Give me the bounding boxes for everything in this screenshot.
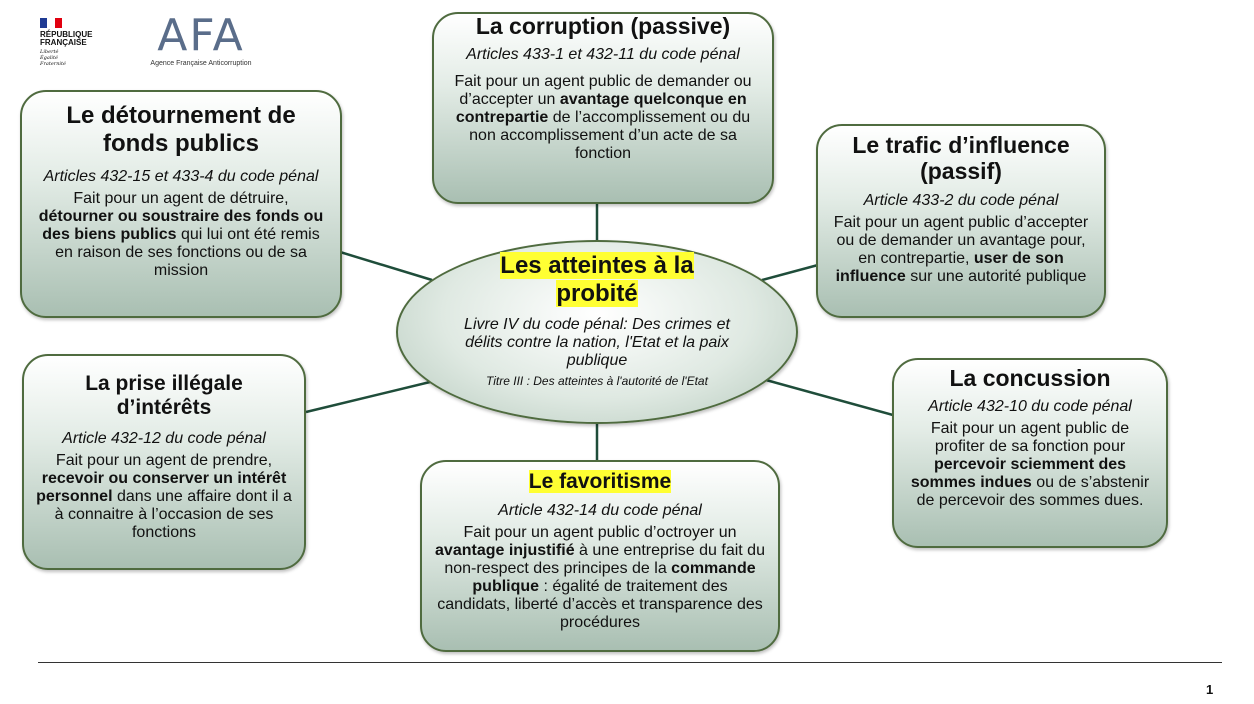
page-number: 1: [1206, 682, 1214, 697]
node-title: Le trafic d’influence (passif): [852, 132, 1070, 184]
node-corruption: [432, 12, 774, 204]
rf-name-line2: FRANÇAISE: [40, 38, 87, 47]
connector-concussion: [766, 380, 893, 415]
center-subtitle: Livre IV du code pénal: Des crimes et délits contre la nation, l'Etat et la paix publique: [464, 316, 730, 369]
rf-motto-1: Liberté: [40, 49, 59, 55]
node-favoritisme: [420, 460, 780, 652]
node-title: La prise illégale d’intérêts: [85, 372, 243, 419]
node-description: Fait pour un agent public d’accepter ou de demander un avantage pour, en contrepartie, user de son influence sur une autorité publique: [833, 214, 1089, 285]
node-articles: Article 432-14 du code pénal: [498, 502, 702, 519]
node-title: La corruption (passive): [475, 13, 731, 39]
node-title: Le détournement de fonds publics: [66, 102, 296, 157]
node-concussion: [892, 358, 1168, 548]
node-prise-illegale: [22, 354, 306, 570]
node-description: Fait pour un agent public de demander ou d’accepter un avantage quelconque en contrepartie de l’accomplissement ou du non accomplissement d’un acte de sa fonction: [454, 73, 752, 162]
node-articles: Articles 432-15 et 433-4 du code pénal: [43, 168, 319, 185]
center-subsubtitle: Titre III : Des atteintes à l'autorité de l'Etat: [486, 374, 708, 388]
french-flag-icon: [40, 18, 62, 28]
rf-motto-3: Fraternité: [40, 61, 66, 67]
afa-acronym: AFA: [157, 10, 245, 61]
rf-motto-2: Égalité: [40, 55, 58, 61]
connector-detournement: [340, 252, 432, 280]
node-articles: Articles 433-1 et 432-11 du code pénal: [466, 46, 740, 63]
center-ellipse: [396, 240, 798, 424]
afa-logo: [146, 10, 256, 67]
center-title: Les atteintes à la probité: [500, 252, 694, 307]
connector-trafic: [762, 265, 818, 280]
node-title: Le favoritisme: [528, 470, 672, 493]
node-articles: Article 432-12 du code pénal: [62, 430, 266, 447]
node-description: Fait pour un agent de détruire, détourner ou soustraire des fonds ou des biens publics qui lui ont été remis en raison de ses fonctions ou de sa mission: [38, 190, 324, 279]
connector-prise: [306, 382, 430, 412]
rf-name-line1: RÉPUBLIQUE: [40, 30, 93, 39]
node-detournement: [20, 90, 342, 318]
node-trafic-influence: [816, 124, 1106, 318]
node-description: Fait pour un agent public d’octroyer un avantage injustifié à une entreprise du fait du non-respect des principes de la commande publique : égalité de traitement des candidats, liberté d’accès et transparence des procédures: [435, 524, 765, 631]
republique-francaise-logo: [40, 18, 92, 67]
afa-subtitle: Agence Française Anticorruption: [150, 60, 252, 67]
node-description: Fait pour un agent public de profiter de sa fonction pour percevoir sciemment des sommes indues ou de s’abstenir de percevoir des sommes dues.: [910, 420, 1150, 509]
node-articles: Article 432-10 du code pénal: [928, 398, 1132, 415]
node-articles: Article 433-2 du code pénal: [863, 192, 1059, 209]
footer-divider: [38, 662, 1222, 663]
node-title: La concussion: [949, 365, 1111, 391]
node-description: Fait pour un agent de prendre, recevoir ou conserver un intérêt personnel dans une affaire dont il a à connaitre à l’occasion de ses fonctions: [36, 452, 292, 541]
